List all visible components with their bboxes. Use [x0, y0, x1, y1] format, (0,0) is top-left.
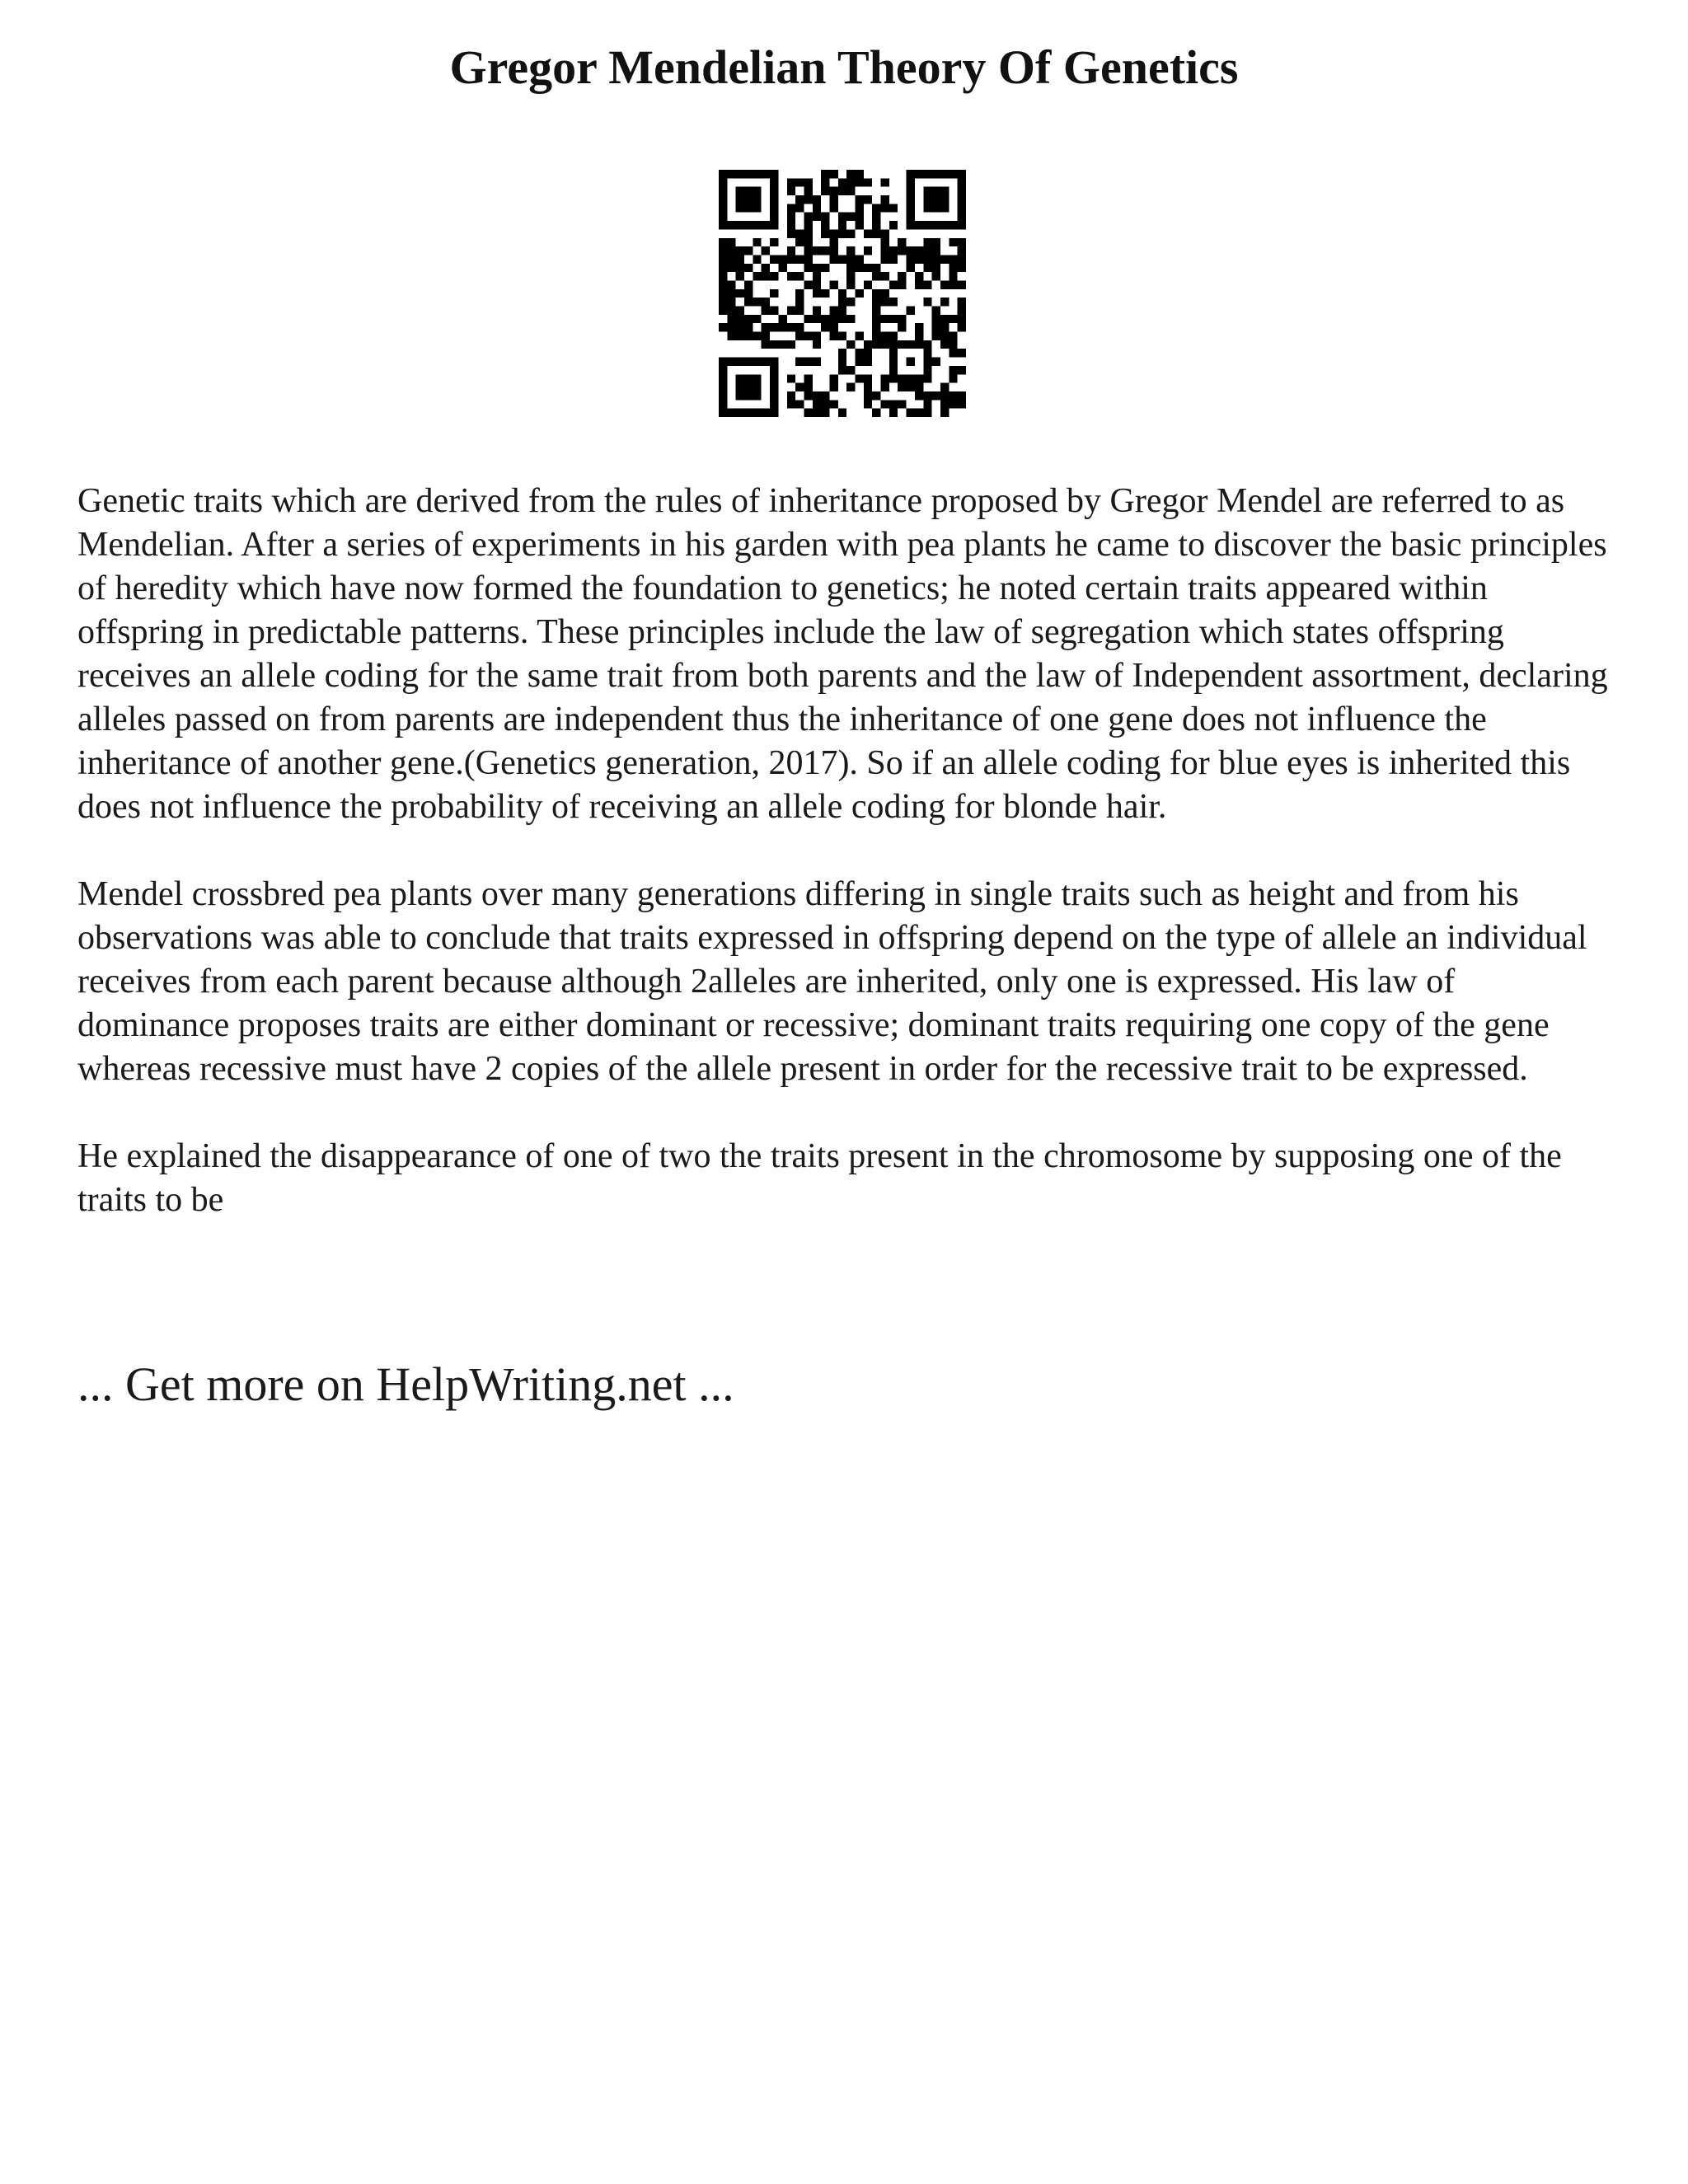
paragraph-3: He explained the disappearance of one of two the traits present in the chromosome by supposing one of the traits to be: [77, 1137, 1562, 1219]
qr-code-icon[interactable]: [719, 170, 966, 417]
page-title: Gregor Mendelian Theory Of Genetics: [449, 40, 1239, 94]
paragraph-2: Mendel crossbred pea plants over many generations differing in single traits such as height and from his observations was able to conclude that traits expressed in offspring depend on the type of allele an individual receives from each parent because although 2alleles are inherited, only one is expressed. His law of dominance proposes traits are either dominant or recessive; dominant traits requiring one copy of the gene whereas recessive must have 2 copies of the allele present in order for the recessive trait to be expressed.: [77, 875, 1587, 1088]
get-more-link[interactable]: ... Get more on HelpWriting.net ...: [77, 1357, 734, 1411]
paragraph-1: Genetic traits which are derived from the rules of inheritance proposed by Gregor Mendel are referred to as Mendelian. After a series of experiments in his garden with pea plants he came to discover the basic principles of heredity which have now formed the foundation to genetics; he noted certain traits appeared within offspring in predictable patterns. These principles include the law of segregation which states offspring receives an allele coding for the same trait from both parents and the law of Independent assortment, declaring alleles passed on from parents are independent thus the inheritance of one gene does not influence the inheritance of another gene.(Genetics generation, 2017). So if an allele coding for blue eyes is inherited this does not influence the probability of receiving an allele coding for blonde hair.: [77, 482, 1608, 826]
document-body: [77, 480, 1612, 1266]
qr-code-graphic: [719, 170, 966, 417]
